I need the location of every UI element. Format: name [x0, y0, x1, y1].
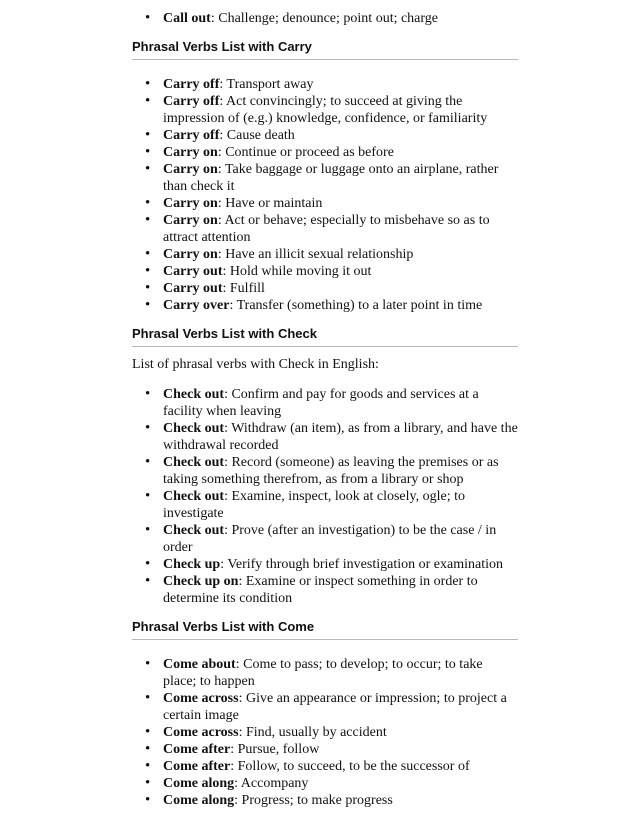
- term: Check up: [163, 557, 221, 572]
- term: Carry out: [163, 264, 223, 279]
- check-list: [132, 386, 518, 607]
- term: Check out: [163, 523, 225, 538]
- term: Come along: [163, 776, 235, 791]
- definition: : Challenge; denounce; point out; charge: [210, 11, 439, 26]
- term: Carry on: [163, 196, 218, 211]
- term: Come along: [163, 793, 235, 808]
- definition: : Pursue, follow: [230, 742, 320, 757]
- list-item: [132, 656, 518, 690]
- term: Carry off: [163, 128, 220, 143]
- list-item: [132, 76, 518, 93]
- list-item: [132, 195, 518, 212]
- document-page: [132, 10, 518, 809]
- list-item: [132, 246, 518, 263]
- term: Call out: [163, 11, 211, 26]
- definition: : Cause death: [219, 128, 295, 143]
- definition: : Withdraw (an item), as from a library, and have the withdrawal recorded: [163, 421, 518, 453]
- list-item: [132, 724, 518, 741]
- carry-list: [132, 76, 518, 314]
- section-heading: Phrasal Verbs List with Check: [132, 326, 518, 347]
- list-item: [132, 454, 518, 488]
- definition: : Prove (after an investigation) to be the case / in order: [163, 523, 497, 555]
- section-carry: [132, 39, 518, 314]
- list-item: [132, 263, 518, 280]
- term: Carry off: [163, 94, 220, 109]
- list-item: [132, 792, 518, 809]
- definition: : Act or behave; especially to misbehave so as to attract attention: [163, 213, 490, 245]
- list-item: [132, 741, 518, 758]
- term: Check up on: [163, 574, 239, 589]
- list-item: [132, 420, 518, 454]
- definition: : Act convincingly; to succeed at giving the impression of (e.g.) knowledge, confidence, or familiarity: [163, 94, 488, 126]
- term: Carry on: [163, 213, 218, 228]
- definition: : Confirm and pay for goods and services at a facility when leaving: [163, 387, 479, 419]
- term: Come about: [163, 657, 236, 672]
- term: Check out: [163, 387, 225, 402]
- list-item: [132, 775, 518, 792]
- term: Carry off: [163, 77, 220, 92]
- definition: : Verify through brief investigation or examination: [220, 557, 503, 572]
- term: Carry out: [163, 281, 223, 296]
- term: Carry over: [163, 298, 230, 313]
- section-heading: Phrasal Verbs List with Carry: [132, 39, 518, 60]
- list-item: [132, 573, 518, 607]
- section-come: [132, 619, 518, 809]
- definition: : Fulfill: [222, 281, 265, 296]
- term: Come across: [163, 691, 239, 706]
- list-item: [132, 758, 518, 775]
- list-item: [132, 297, 518, 314]
- term: Come after: [163, 759, 231, 774]
- definition: : Come to pass; to develop; to occur; to take place; to happen: [163, 657, 483, 689]
- list-item: [132, 212, 518, 246]
- term: Come across: [163, 725, 239, 740]
- definition: : Continue or proceed as before: [217, 145, 394, 160]
- definition: : Progress; to make progress: [234, 793, 393, 808]
- definition: : Examine, inspect, look at closely, ogle; to investigate: [163, 489, 465, 521]
- list-item: [132, 93, 518, 127]
- section-heading: Phrasal Verbs List with Come: [132, 619, 518, 640]
- definition: : Record (someone) as leaving the premises or as taking something therefrom, as from a library or shop: [163, 455, 499, 487]
- list-item: [132, 280, 518, 297]
- definition: : Have an illicit sexual relationship: [217, 247, 414, 262]
- term: Check out: [163, 455, 225, 470]
- section-check: [132, 326, 518, 607]
- term: Carry on: [163, 145, 218, 160]
- list-item: [132, 522, 518, 556]
- definition: : Give an appearance or impression; to project a certain image: [163, 691, 507, 723]
- term: Carry on: [163, 247, 218, 262]
- list-item: [132, 127, 518, 144]
- list-item: [132, 386, 518, 420]
- term: Check out: [163, 489, 225, 504]
- definition: : Take baggage or luggage onto an airplane, rather than check it: [163, 162, 499, 194]
- definition: : Follow, to succeed, to be the successor of: [230, 759, 470, 774]
- section-intro: List of phrasal verbs with Check in English:: [132, 357, 379, 372]
- term: Check out: [163, 421, 225, 436]
- definition: : Accompany: [234, 776, 309, 791]
- term: Carry on: [163, 162, 218, 177]
- list-item: [132, 690, 518, 724]
- top-list: [132, 10, 518, 27]
- list-item: [132, 161, 518, 195]
- definition: : Find, usually by accident: [238, 725, 387, 740]
- definition: : Hold while moving it out: [222, 264, 372, 279]
- list-item: [132, 556, 518, 573]
- list-item: [132, 144, 518, 161]
- definition: : Transfer (something) to a later point in time: [229, 298, 483, 313]
- definition: : Examine or inspect something in order to determine its condition: [163, 574, 478, 606]
- term: Come after: [163, 742, 231, 757]
- come-list: [132, 656, 518, 809]
- list-item: [132, 10, 518, 27]
- definition: : Transport away: [219, 77, 314, 92]
- definition: : Have or maintain: [217, 196, 323, 211]
- list-item: [132, 488, 518, 522]
